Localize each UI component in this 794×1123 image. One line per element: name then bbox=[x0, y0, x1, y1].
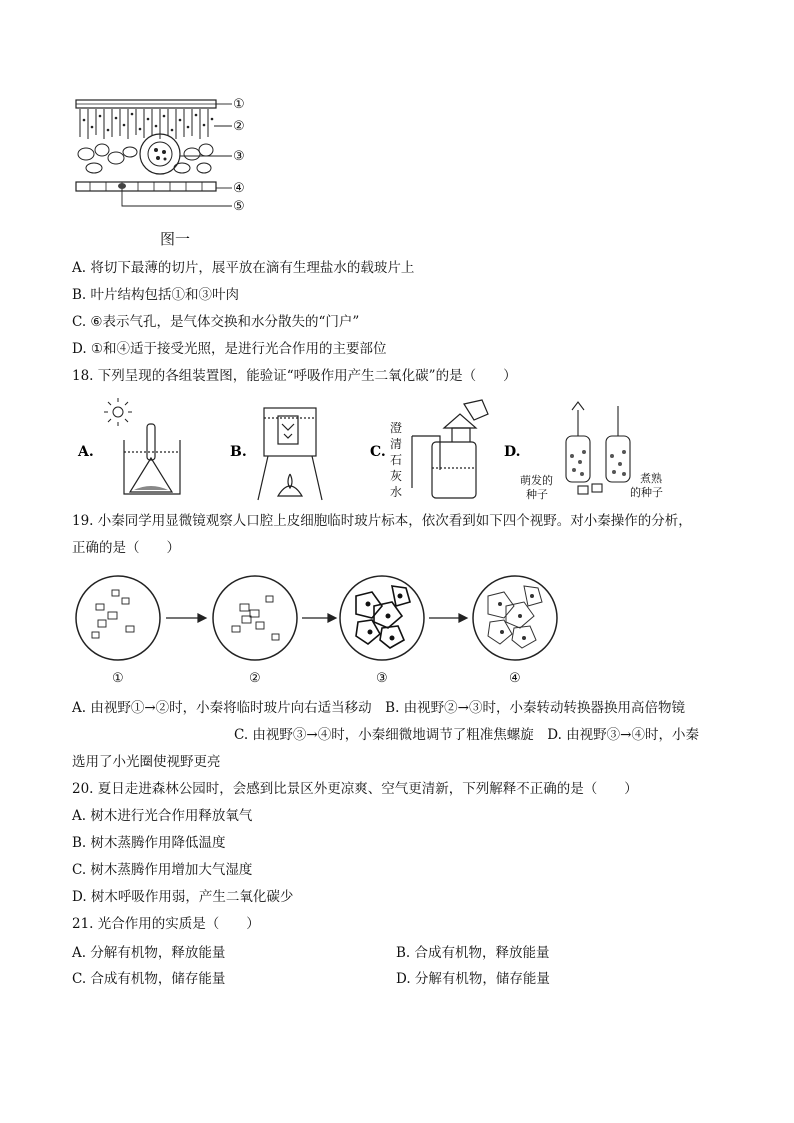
q19-microscope-fields-figure bbox=[72, 568, 572, 688]
q17-option-b: B. 叶片结构包括①和③叶肉 bbox=[72, 287, 240, 303]
q19-options-line-3: 选用了小光圈使视野更亮 bbox=[72, 754, 221, 770]
q18-label-a: A. bbox=[78, 444, 94, 460]
leaf-cross-section-figure bbox=[70, 92, 260, 252]
q21-option-c: C. 合成有机物，储存能量 bbox=[72, 971, 226, 987]
q20-option-c: C. 树木蒸腾作用增加大气湿度 bbox=[72, 862, 253, 878]
q19-field-label-2: ② bbox=[249, 671, 261, 686]
fig1-label-3: ③ bbox=[233, 149, 245, 164]
q21-option-a: A. 分解有机物，释放能量 bbox=[72, 945, 226, 961]
q19-field-label-4: ④ bbox=[509, 671, 521, 686]
q19-stem-line-1: 19. 小秦同学用显微镜观察人口腔上皮细胞临时玻片标本，依次看到如下四个视野。对小秦操作的分析， bbox=[72, 513, 692, 529]
q19-options-line-2: C. 由视野③→④时，小秦细微地调节了粗准焦螺旋 D. 由视野③→④时，小秦 bbox=[234, 727, 699, 743]
q21-option-d: D. 分解有机物，储存能量 bbox=[396, 971, 550, 987]
fig1-label-2: ② bbox=[233, 119, 245, 134]
q21-stem: 21. 光合作用的实质是（ ） bbox=[72, 916, 260, 932]
q18-c-char-5: 水 bbox=[390, 485, 403, 499]
q20-option-b: B. 树木蒸腾作用降低温度 bbox=[72, 835, 226, 851]
q20-stem: 20. 夏日走进森林公园时，会感到比景区外更凉爽、空气更清新，下列解释不正确的是（ ） bbox=[72, 781, 638, 797]
fig1-label-4: ④ bbox=[233, 181, 245, 196]
q21-option-b: B. 合成有机物，释放能量 bbox=[396, 945, 550, 961]
q17-option-d: D. ①和④适于接受光照，是进行光合作用的主要部位 bbox=[72, 341, 387, 357]
fig1-label-5: ⑤ bbox=[233, 199, 245, 214]
q18-label-b: B. bbox=[230, 444, 247, 460]
q18-stem: 18. 下列呈现的各组装置图，能验证“呼吸作用产生二氧化碳”的是（ ） bbox=[72, 368, 517, 384]
q18-d-right-label-1: 煮熟 bbox=[640, 472, 662, 485]
q18-c-char-1: 澄 bbox=[390, 421, 403, 435]
q20-option-a: A. 树木进行光合作用释放氧气 bbox=[72, 808, 253, 824]
q18-d-left-label-1: 萌发的 bbox=[520, 474, 553, 487]
q20-option-d: D. 树木呼吸作用弱，产生二氧化碳少 bbox=[72, 889, 294, 905]
q18-c-char-4: 灰 bbox=[390, 469, 403, 483]
q18-c-char-3: 石 bbox=[390, 453, 403, 467]
q19-field-label-1: ① bbox=[112, 671, 124, 686]
q17-option-a: A. 将切下最薄的切片，展平放在滴有生理盐水的载玻片上 bbox=[72, 260, 415, 276]
q19-field-label-3: ③ bbox=[376, 671, 388, 686]
q19-options-line-1: A. 由视野①→②时，小秦将临时玻片向右适当移动 B. 由视野②→③时，小秦转动转换器换用高倍物镜 bbox=[72, 700, 685, 716]
q18-label-c: C. bbox=[370, 444, 386, 460]
q18-label-d: D. bbox=[504, 444, 521, 460]
q18-d-right-label-2: 的种子 bbox=[630, 486, 663, 499]
fig1-label-1: ① bbox=[233, 97, 245, 112]
q17-option-c: C. ⑥表示气孔，是气体交换和水分散失的“门户” bbox=[72, 314, 360, 330]
fig1-caption: 图一 bbox=[160, 230, 191, 248]
sun-icon bbox=[104, 398, 132, 426]
q18-apparatus-figure bbox=[72, 396, 682, 504]
q18-d-left-label-2: 种子 bbox=[526, 488, 548, 501]
q19-stem-line-2: 正确的是（ ） bbox=[72, 540, 180, 556]
q18-c-char-2: 清 bbox=[390, 437, 403, 451]
